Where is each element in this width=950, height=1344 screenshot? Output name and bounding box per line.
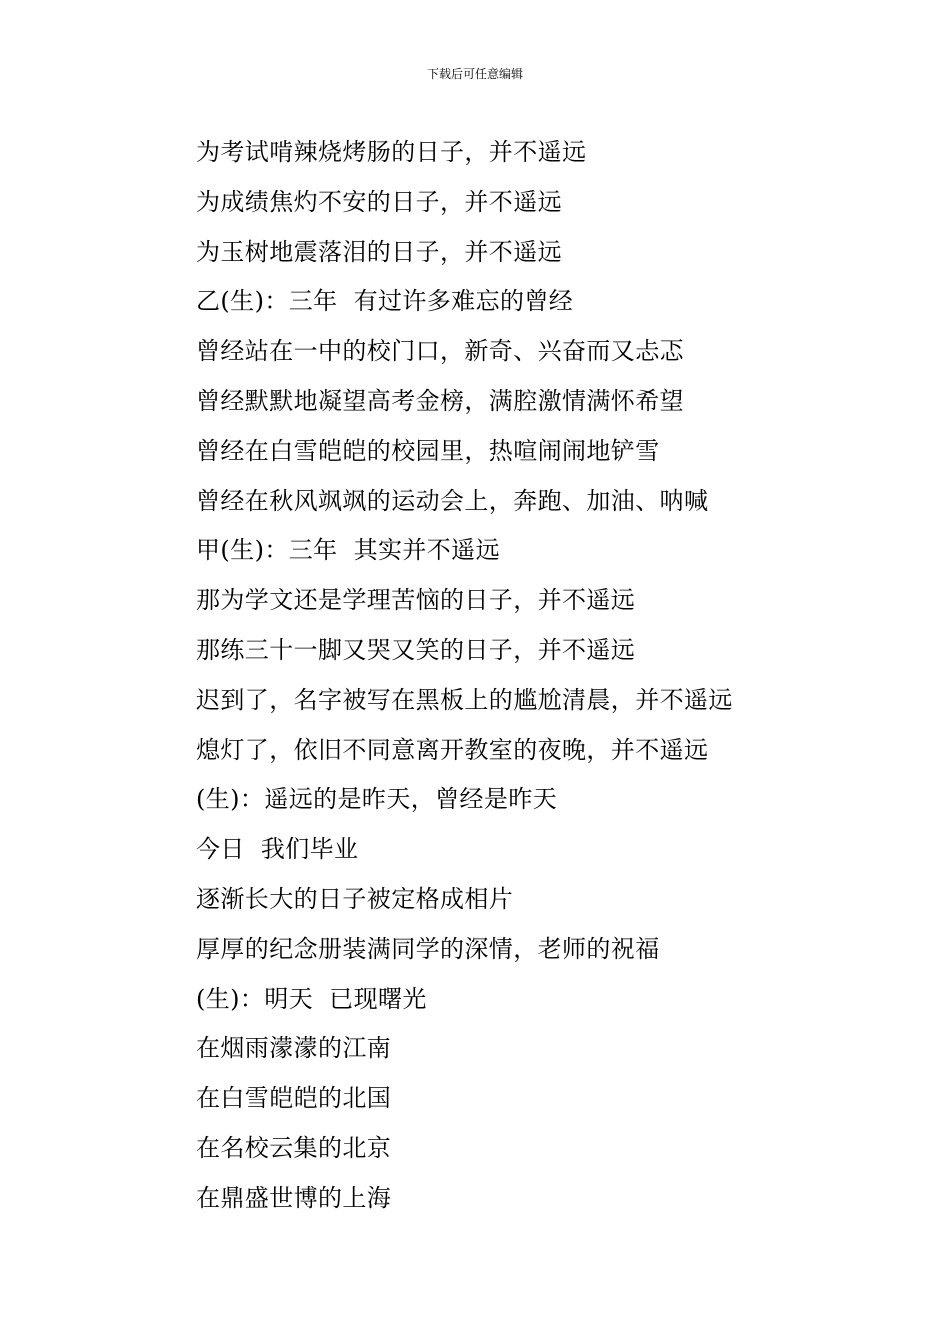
text-line: 那为学文还是学理苦恼的日子，并不遥远	[196, 586, 636, 615]
text-line: 逐渐长大的日子被定格成相片	[196, 884, 514, 913]
text-line: 为成绩焦灼不安的日子，并不遥远	[196, 187, 562, 216]
text-line: 乙(生)：三年 有过许多难忘的曾经	[196, 287, 574, 316]
text-line: 熄灯了，依旧不同意离开教室的夜晚，并不遥远	[196, 735, 709, 764]
text-line: 曾经站在一中的校门口，新奇、兴奋而又忐忑	[196, 337, 684, 366]
text-line: 在鼎盛世博的上海	[196, 1183, 392, 1212]
text-line: 厚厚的纪念册装满同学的深情，老师的祝福	[196, 934, 660, 963]
text-line: 那练三十一脚又哭又笑的日子，并不遥远	[196, 635, 636, 664]
text-line: 曾经默默地凝望高考金榜，满腔激情满怀希望	[196, 386, 684, 415]
text-line: 在名校云集的北京	[196, 1133, 392, 1162]
text-line: 迟到了，名字被写在黑板上的尴尬清晨，并不遥远	[196, 685, 733, 714]
text-line: 在烟雨濛濛的江南	[196, 1034, 392, 1063]
text-line: 曾经在白雪皑皑的校园里，热喧闹闹地铲雪	[196, 436, 660, 465]
text-line: 甲(生)：三年 其实并不遥远	[196, 536, 500, 565]
document-body	[196, 128, 916, 1224]
text-line: 今日 我们毕业	[196, 835, 359, 864]
text-line: 为考试啃辣烧烤肠的日子，并不遥远	[196, 138, 587, 166]
page-header: 下载后可任意编辑	[426, 67, 523, 81]
text-line: 为玉树地震落泪的日子，并不遥远	[196, 237, 562, 266]
text-line: 在白雪皑皑的北国	[196, 1084, 392, 1113]
text-line: (生)：遥远的是昨天，曾经是昨天	[196, 785, 558, 814]
text-line: 曾经在秋风飒飒的运动会上，奔跑、加油、呐喊	[196, 486, 709, 515]
text-line: (生)：明天 已现曙光	[196, 984, 427, 1013]
